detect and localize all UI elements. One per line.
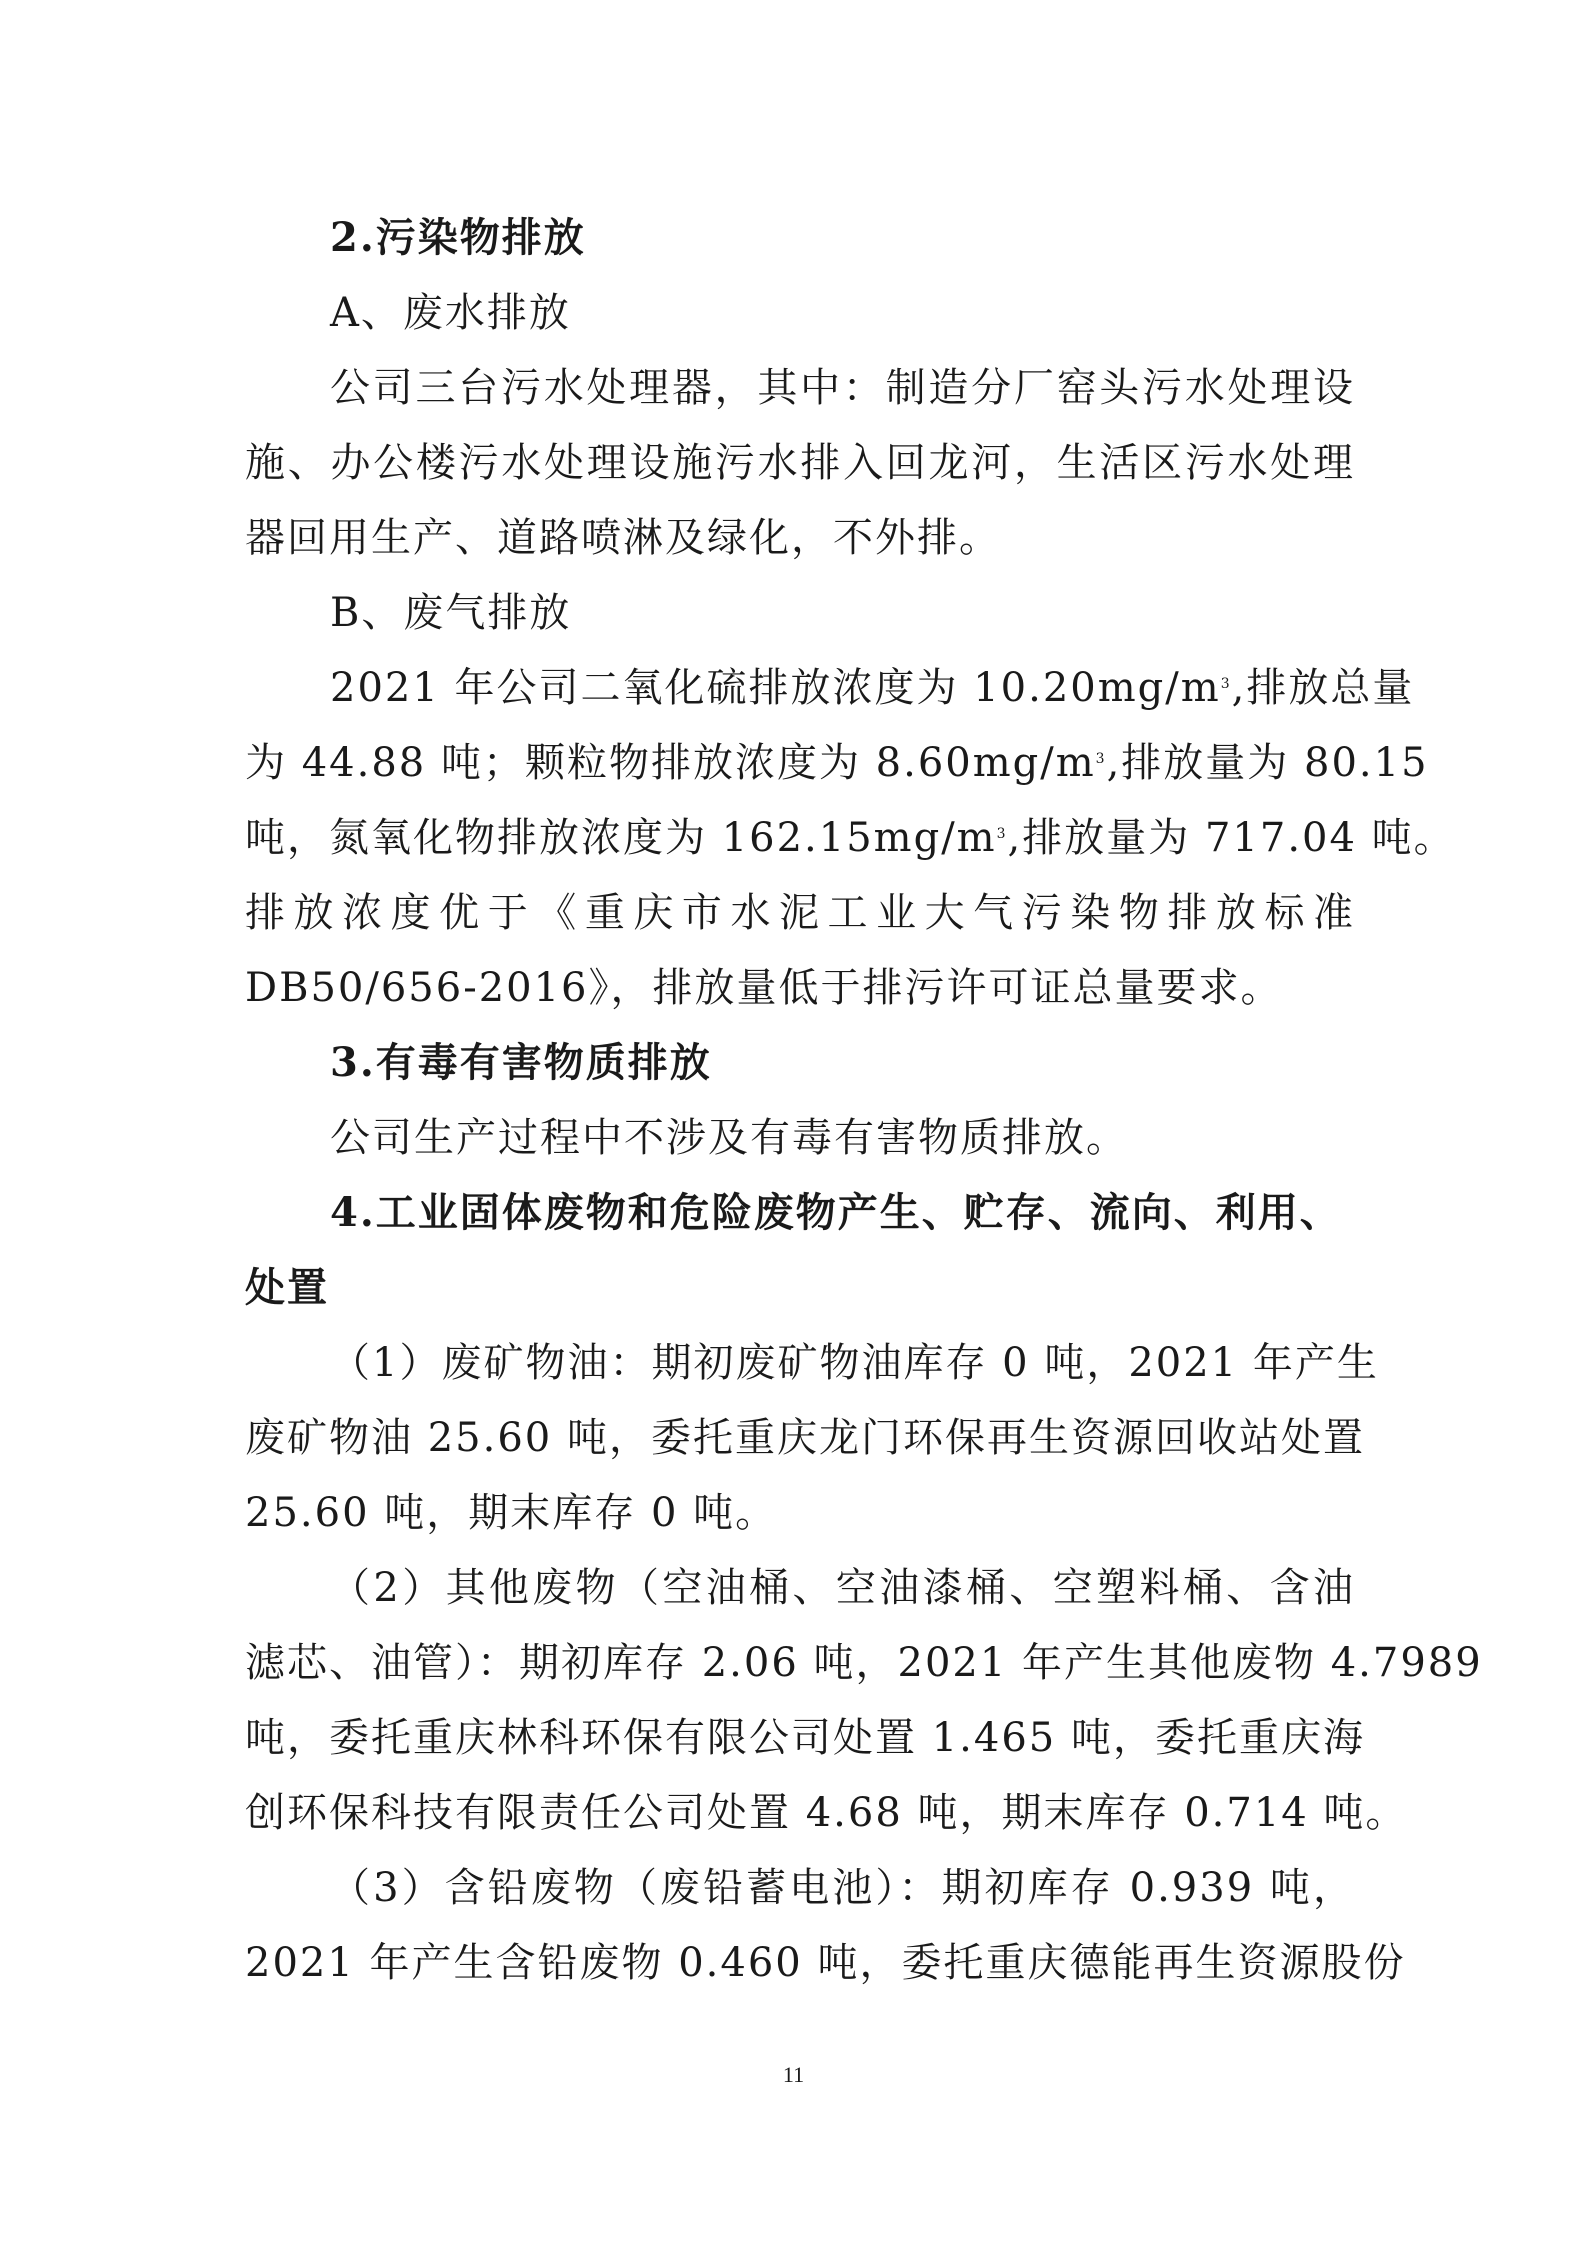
superscript-3: 3 (1220, 676, 1232, 692)
exhaust-line-2-text: 为 44.88 吨；颗粒物排放浓度为 8.60mg/m (245, 740, 1096, 786)
superscript-3: 3 (1095, 751, 1107, 767)
exhaust-line-3-tail: ,排放量为 717.04 吨。 (1007, 815, 1456, 861)
exhaust-line-1-tail: ,排放总量 (1231, 665, 1415, 711)
exhaust-line-1 (330, 658, 1415, 718)
wastewater-heading: A、废水排放 (330, 290, 571, 336)
item-3-line-1: （3）含铅废物（废铅蓄电池）：期初库存 0.939 吨， (330, 1865, 1355, 1911)
section-3-text: 公司生产过程中不涉及有毒有害物质排放。 (330, 1115, 1128, 1161)
section-3-heading: 3.有毒有害物质排放 (330, 1039, 712, 1086)
superscript-3: 3 (996, 826, 1008, 842)
exhaust-line-3 (245, 808, 1456, 868)
exhaust-line-4: 排放浓度优于《重庆市水泥工业大气污染物排放标准 (245, 890, 1355, 936)
exhaust-line-2 (245, 733, 1429, 793)
wastewater-line-2: 施、办公楼污水处理设施污水排入回龙河，生活区污水处理 (245, 440, 1355, 486)
item-2-line-2: 滤芯、油管）：期初库存 2.06 吨，2021 年产生其他废物 4.7989 (245, 1640, 1483, 1686)
exhaust-line-3-text: 吨，氮氧化物排放浓度为 162.15mg/m (245, 815, 997, 861)
exhaust-line-5: DB50/656-2016》，排放量低于排污许可证总量要求。 (245, 965, 1283, 1011)
section-2-heading: 2.污染物排放 (330, 214, 586, 261)
item-2-line-4: 创环保科技有限责任公司处置 4.68 吨，期末库存 0.714 吨。 (245, 1790, 1408, 1836)
exhaust-line-2-tail: ,排放量为 80.15 (1106, 740, 1429, 786)
page-number: 11 (782, 2062, 805, 2087)
item-3-line-2: 2021 年产生含铅废物 0.460 吨，委托重庆德能再生资源股份 (245, 1940, 1406, 1986)
item-2-line-3: 吨，委托重庆林科环保有限公司处置 1.465 吨，委托重庆海 (245, 1715, 1365, 1761)
wastewater-line-1: 公司三台污水处理器，其中：制造分厂窑头污水处理设 (330, 365, 1355, 411)
item-1-line-3: 25.60 吨，期末库存 0 吨。 (245, 1490, 778, 1536)
item-1-line-1: （1）废矿物油：期初废矿物油库存 0 吨，2021 年产生 (330, 1340, 1379, 1386)
section-4-heading-line-1: 4.工业固体废物和危险废物产生、贮存、流向、利用、 (330, 1189, 1342, 1236)
section-4-heading-line-2: 处置 (245, 1264, 329, 1311)
exhaust-heading: B、废气排放 (330, 590, 572, 636)
item-2-line-1: （2）其他废物（空油桶、空油漆桶、空塑料桶、含油 (330, 1565, 1355, 1611)
item-1-line-2: 废矿物油 25.60 吨，委托重庆龙门环保再生资源回收站处置 (245, 1415, 1365, 1461)
exhaust-line-1-text: 2021 年公司二氧化硫排放浓度为 10.20mg/m (330, 665, 1221, 711)
wastewater-line-3: 器回用生产、道路喷淋及绿化，不外排。 (245, 515, 1001, 561)
